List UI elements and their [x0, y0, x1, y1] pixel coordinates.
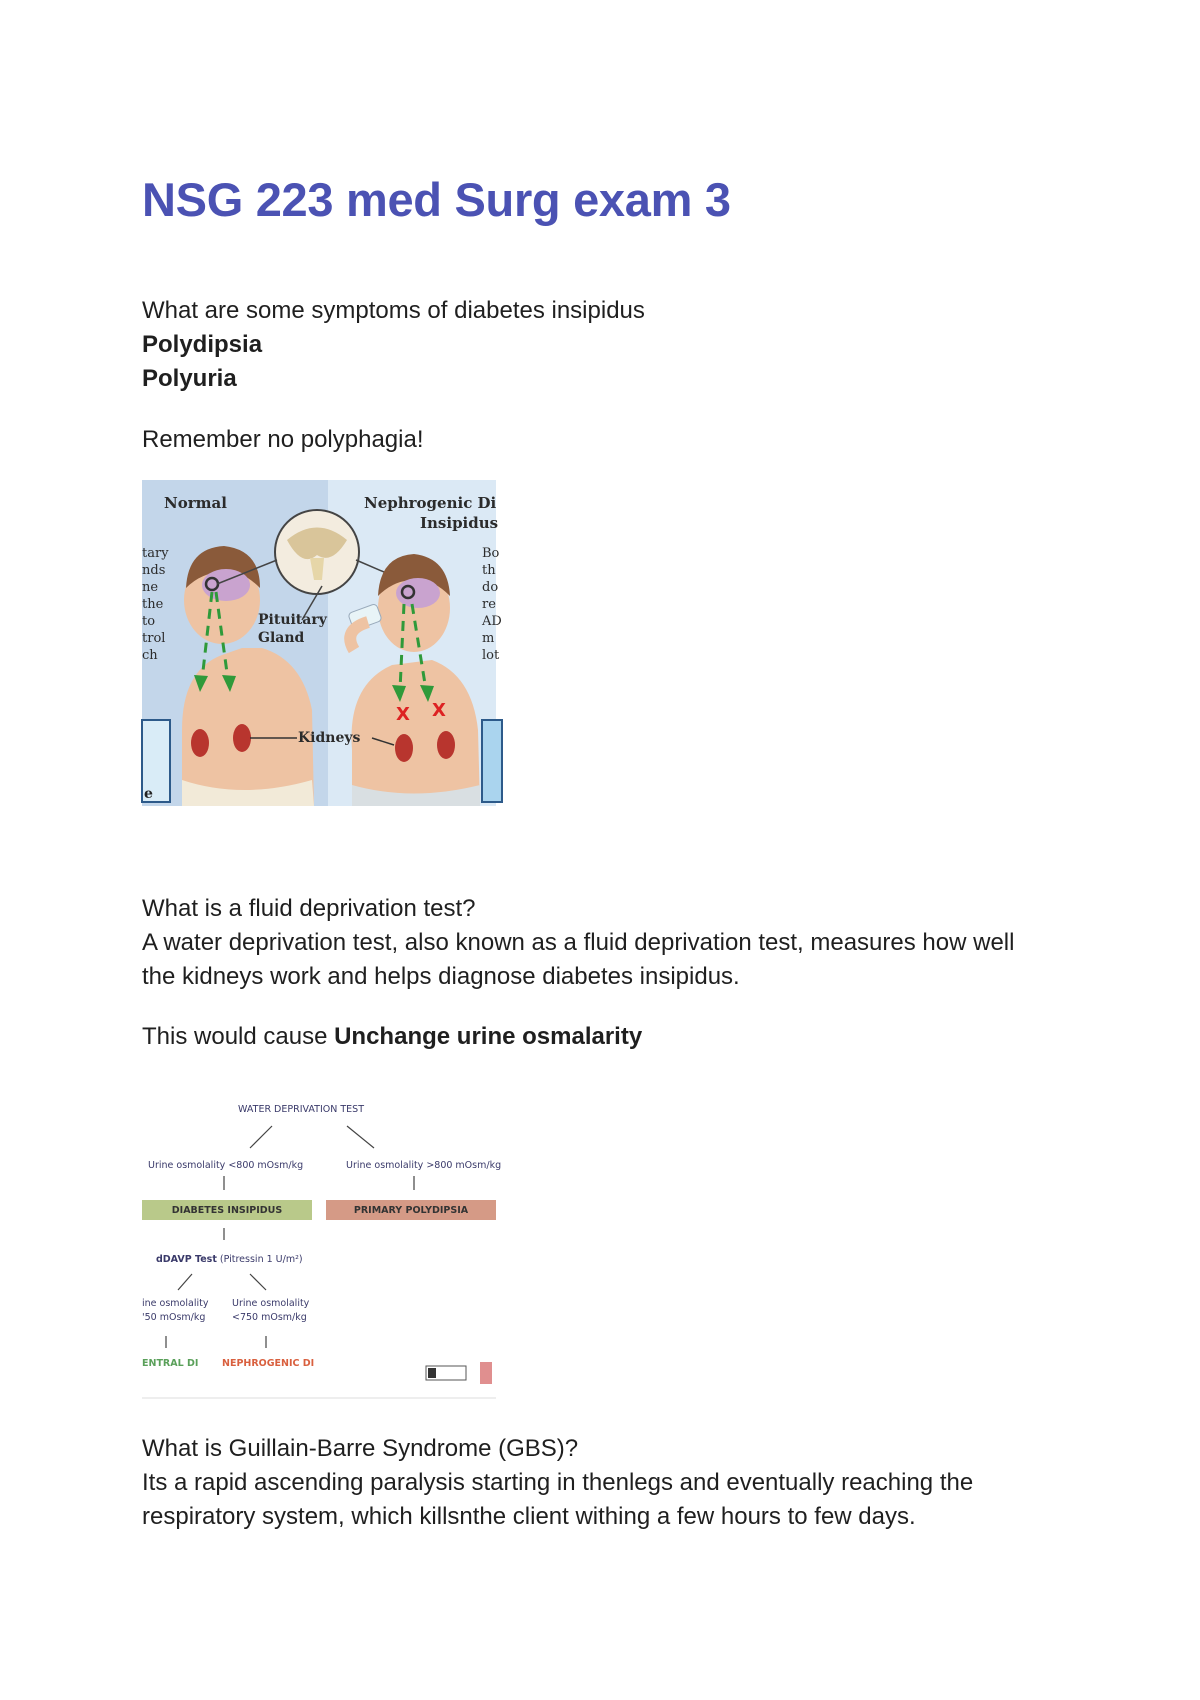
question-diabetes-insipidus: What are some symptoms of diabetes insipidus: [142, 297, 645, 324]
answer-fluid-deprivation: A water deprivation test, also known as a fluid deprivation test, measures how well the kidneys work and helps diagnose diabetes insipidus.: [142, 929, 1015, 990]
label-normal: Normal: [164, 494, 227, 512]
page-title: NSG 223 med Surg exam 3: [142, 173, 731, 226]
water-deprivation-flowchart: [142, 1090, 502, 1400]
left-fragment: ch: [142, 648, 158, 663]
label-pituitary-line2: Gland: [258, 630, 305, 646]
left-fragment: the: [142, 597, 164, 612]
flow-sub-left-2: '50 mOsm/kg: [142, 1312, 206, 1323]
right-fragment: re: [482, 597, 496, 612]
cause-bold: Unchange urine osmalarity: [334, 1023, 643, 1050]
left-fragment: nds: [142, 563, 166, 578]
svg-text:e: e: [144, 786, 153, 802]
left-fragment: trol: [142, 631, 166, 646]
label-kidneys: Kidneys: [298, 730, 361, 746]
box-diabetes-insipidus: DIABETES INSIPIDUS: [142, 1200, 312, 1220]
svg-text:X: X: [432, 700, 446, 721]
question-fluid-deprivation: What is a fluid deprivation test?: [142, 895, 476, 922]
right-fragment: AD: [482, 614, 502, 629]
answer-gbs-line2: respiratory system, which killsnthe client withing a few hours to few days.: [142, 1503, 916, 1530]
right-fragment: lot: [482, 648, 500, 663]
label-nephrogenic-line1: Nephrogenic Di: [364, 494, 497, 512]
flow-sub-left-1: ine osmolality: [142, 1298, 209, 1309]
ddavp-rest: (Pitressin 1 U/m²): [216, 1254, 303, 1265]
flow-out-central: ENTRAL DI: [142, 1358, 199, 1369]
ddavp-bold: dDAVP Test: [156, 1254, 217, 1265]
label-nephrogenic-line2: Insipidus: [420, 514, 499, 532]
question-gbs: What is Guillain-Barre Syndrome (GBS)?: [142, 1435, 579, 1462]
left-fragment: ne: [142, 580, 159, 595]
cause-prefix: This would cause: [142, 1023, 335, 1050]
left-fragment: tary: [142, 546, 169, 561]
flow-out-nephrogenic: NEPHROGENIC DI: [222, 1358, 315, 1369]
right-fragment: th: [482, 563, 496, 578]
flow-left-condition: Urine osmolality <800 mOsm/kg: [148, 1160, 304, 1171]
flow-right-condition: Urine osmolality >800 mOsm/kg: [346, 1160, 502, 1171]
flow-sub-right-2: <750 mOsm/kg: [232, 1312, 307, 1323]
flowchart-arrows: [142, 1090, 496, 1400]
diabetes-insipidus-illustration: [142, 480, 502, 806]
flow-top: WATER DEPRIVATION TEST: [238, 1104, 365, 1115]
answer-gbs-line1: Its a rapid ascending paralysis starting in thenlegs and eventually reaching the: [142, 1469, 974, 1496]
answer-polydipsia: Polydipsia: [142, 331, 263, 358]
left-fragment: to: [142, 614, 156, 629]
box-primary-polydipsia: PRIMARY POLYDIPSIA: [326, 1200, 496, 1220]
cause-statement: [142, 1020, 642, 1054]
flow-ddavp: [156, 1254, 303, 1265]
flow-sub-right-1: Urine osmolality: [232, 1298, 310, 1309]
right-fragment: do: [482, 580, 499, 595]
note-no-polyphagia: Remember no polyphagia!: [142, 426, 424, 453]
right-fragment: Bo: [482, 546, 500, 561]
label-pituitary-line1: Pituitary: [258, 612, 327, 628]
answer-polyuria: Polyuria: [142, 365, 237, 392]
svg-text:X: X: [396, 704, 410, 725]
right-fragment: m: [482, 631, 495, 646]
